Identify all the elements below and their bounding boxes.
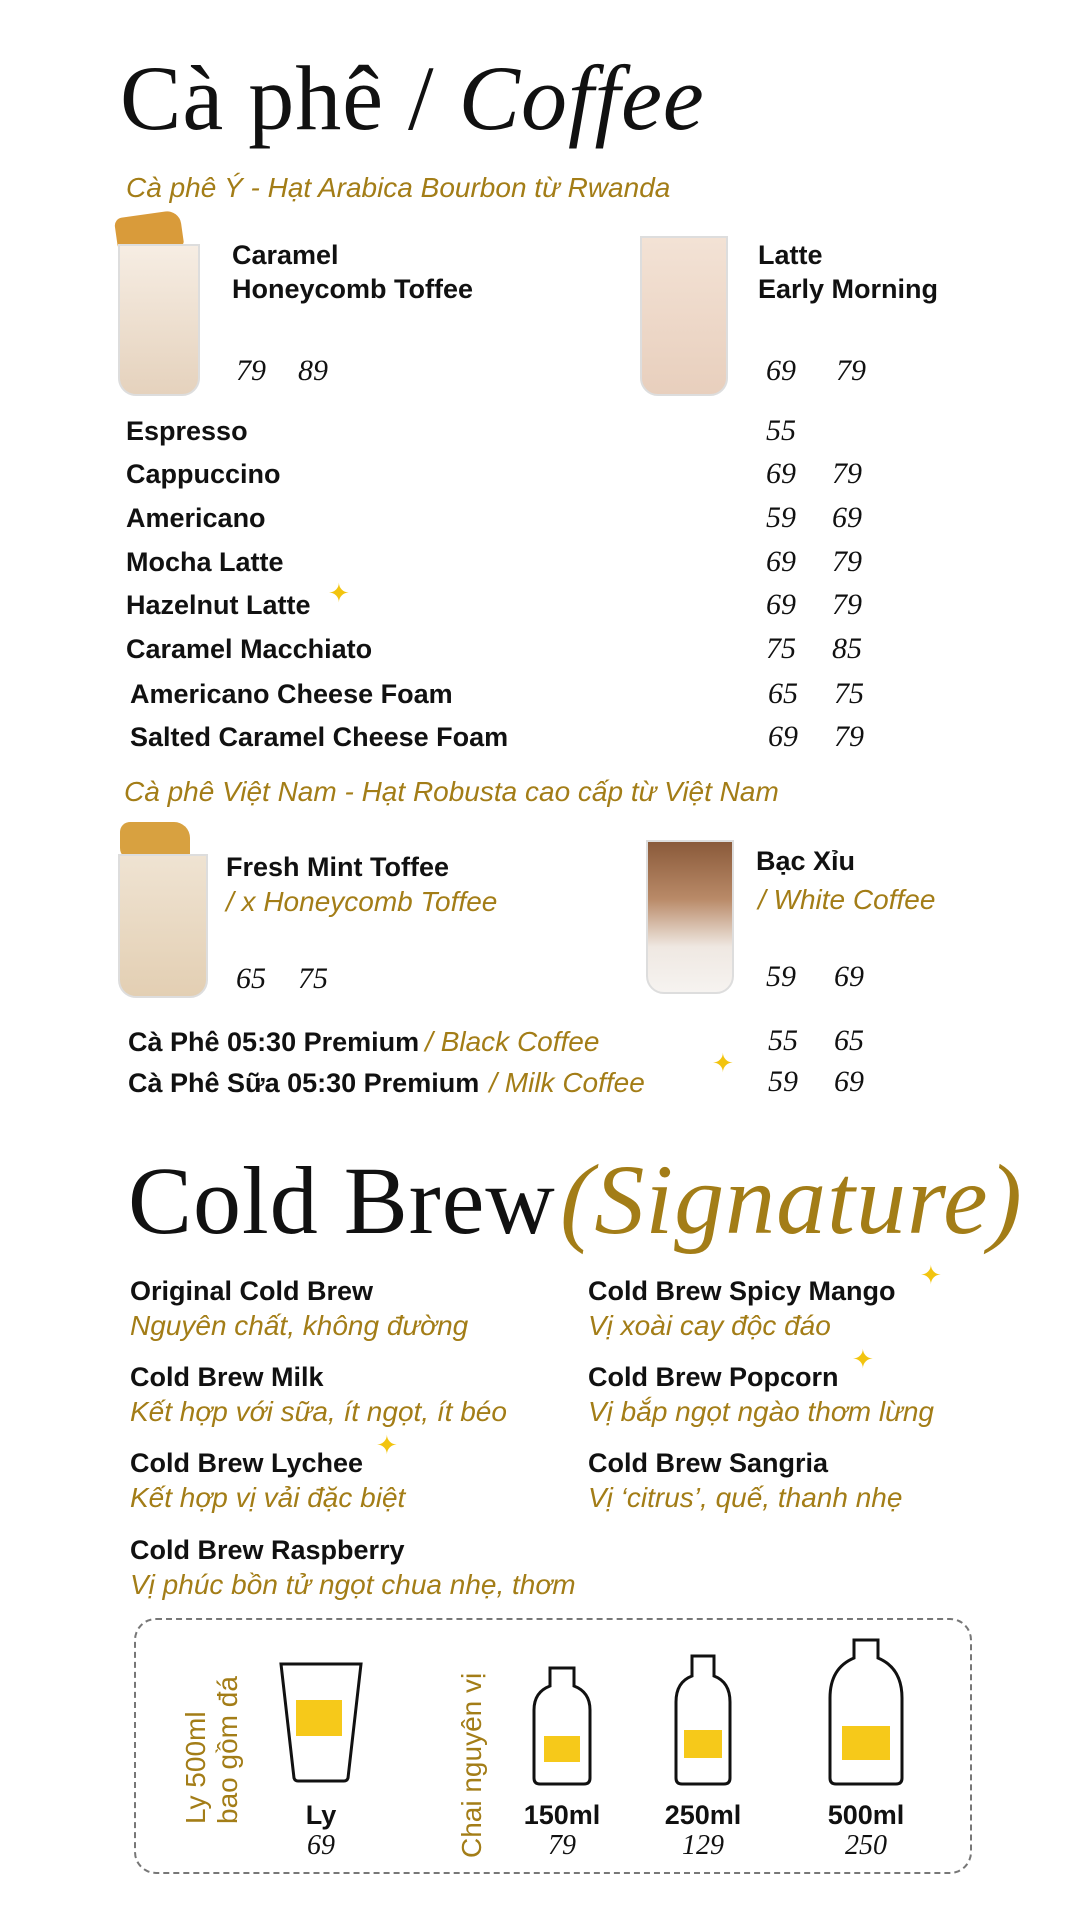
menu-item-price-m: 69 — [766, 588, 796, 621]
menu-item-price-l: 65 — [834, 1024, 864, 1057]
menu-item-name: Cà Phê 05:30 Premium — [128, 1027, 420, 1057]
cold-brew-item-desc: Vị phúc bồn tử ngọt chua nhẹ, thơm — [130, 1569, 576, 1600]
cold-brew-item-desc: Nguyên chất, không đường — [130, 1310, 469, 1341]
bottle-size-label — [456, 1673, 488, 1858]
cold-brew-item-name: Cold Brew Popcorn — [588, 1362, 839, 1392]
bottle-size-name: 500ml — [827, 1800, 905, 1830]
cold-brew-item-desc: Vị xoài cay độc đáo — [588, 1310, 831, 1341]
cold-brew-item-name: Cold Brew Milk — [130, 1362, 324, 1392]
bottle-size-price: 79 — [548, 1830, 576, 1861]
menu-item-price-l: 79 — [832, 545, 862, 578]
menu-item-price-m: 55 — [766, 414, 796, 447]
bottle-250ml-icon — [672, 1654, 734, 1786]
menu-item-price-l: 79 — [832, 588, 862, 621]
menu-item-price-l: 79 — [834, 720, 864, 753]
menu-item-name: Espresso — [126, 416, 248, 446]
bottle-150ml-icon — [530, 1666, 594, 1786]
cold-brew-title-accent: (Signature) — [560, 1144, 1023, 1255]
cold-brew-item-name: Cold Brew Lychee — [130, 1448, 364, 1478]
bottle-size-label-text: Chai nguyên vị — [456, 1672, 487, 1858]
menu-item-price-m: 69 — [768, 720, 798, 753]
cup-size-label — [180, 1676, 244, 1824]
bottle-size-name: 150ml — [523, 1800, 601, 1830]
cold-brew-item-desc: Vị bắp ngọt ngào thơm lừng — [588, 1396, 935, 1427]
bottle-size-price: 250 — [845, 1830, 887, 1861]
menu-item-name: Cà Phê Sữa 05:30 Premium — [128, 1068, 480, 1098]
menu-item-price-m: 55 — [768, 1024, 798, 1057]
featured-item-name: Bạc Xỉu — [756, 846, 856, 876]
featured-item-price-l: 79 — [836, 354, 866, 387]
caramel-honeycomb-cup-image — [118, 244, 200, 396]
coffee-title-main: Cà phê / — [120, 47, 459, 149]
menu-item-price-m: 75 — [766, 632, 796, 665]
vietnam-coffee-subtitle: Cà phê Việt Nam - Hạt Robusta cao cấp từ Việt Nam — [124, 776, 779, 807]
bac-xiu-cup-image — [646, 840, 734, 994]
cup-logo-text: 05:30 — [298, 1682, 322, 1692]
new-star-icon: ✦ — [920, 1260, 942, 1290]
latte-early-morning-cup-image — [640, 236, 728, 396]
menu-item-price-l: 79 — [832, 457, 862, 490]
bottle-500ml-icon — [826, 1638, 906, 1786]
menu-item-price-l: 85 — [832, 632, 862, 665]
featured-item-name: Early Morning — [758, 274, 939, 304]
featured-item-name: Fresh Mint Toffee — [226, 852, 450, 882]
featured-item-name: Caramel — [232, 240, 339, 270]
featured-item-desc: / x Honeycomb Toffee — [226, 886, 498, 917]
featured-item-price-m: 65 — [236, 962, 266, 995]
cold-brew-item-name: Original Cold Brew — [130, 1276, 374, 1306]
menu-item-price-m: 69 — [766, 545, 796, 578]
menu-item-desc: / Milk Coffee — [489, 1067, 645, 1098]
cold-brew-item-desc: Kết hợp với sữa, ít ngọt, ít béo — [130, 1396, 507, 1427]
menu-item-name: Americano — [126, 503, 266, 533]
fresh-mint-toffee-cup-image — [118, 854, 208, 998]
coffee-title — [120, 47, 705, 149]
cold-brew-title-main: Cold Brew — [128, 1147, 556, 1254]
featured-item-price-m: 69 — [766, 354, 796, 387]
menu-item — [128, 1026, 599, 1058]
new-star-icon: ✦ — [712, 1048, 734, 1078]
bottle-size-price: 129 — [682, 1830, 724, 1861]
cold-brew-item-desc: Vị ‘citrus’, quế, thanh nhẹ — [588, 1482, 903, 1513]
featured-item-desc: / White Coffee — [758, 884, 936, 915]
cup-size-label-line1: Ly 500ml — [180, 1711, 211, 1824]
coffee-title-accent: Coffee — [458, 47, 705, 149]
featured-item-name: Latte — [758, 240, 823, 270]
new-star-icon: ✦ — [328, 578, 350, 608]
menu-item-name: Salted Caramel Cheese Foam — [130, 722, 509, 752]
menu-item-price-m: 65 — [768, 677, 798, 710]
cold-brew-item-name: Cold Brew Spicy Mango — [588, 1276, 896, 1306]
featured-item-price-m: 59 — [766, 960, 796, 993]
new-star-icon: ✦ — [376, 1430, 398, 1460]
cold-brew-item-name: Cold Brew Raspberry — [130, 1535, 405, 1565]
menu-item-price-l: 69 — [834, 1065, 864, 1098]
new-star-icon: ✦ — [852, 1344, 874, 1374]
cold-brew-item-name: Cold Brew Sangria — [588, 1448, 829, 1478]
menu-item-name: Hazelnut Latte — [126, 590, 311, 620]
menu-item-price-m: 69 — [766, 457, 796, 490]
featured-item-price-l: 69 — [834, 960, 864, 993]
menu-item-name: Americano Cheese Foam — [130, 679, 453, 709]
menu-item-price-l: 69 — [832, 501, 862, 534]
menu-item-desc: / Black Coffee — [425, 1026, 600, 1057]
featured-item-price-m: 79 — [236, 354, 266, 387]
menu-item-name: Caramel Macchiato — [126, 634, 373, 664]
cold-brew-item-desc: Kết hợp vị vải đặc biệt — [130, 1482, 406, 1513]
cup-icon — [278, 1660, 364, 1784]
cup-size-price: 69 — [307, 1830, 335, 1861]
menu-item-price-l: 75 — [834, 677, 864, 710]
featured-item-price-l: 89 — [298, 354, 328, 387]
featured-item-price-l: 75 — [298, 962, 328, 995]
menu-item-name: Cappuccino — [126, 459, 281, 489]
italian-coffee-subtitle: Cà phê Ý - Hạt Arabica Bourbon từ Rwanda — [126, 172, 671, 203]
featured-item-name: Honeycomb Toffee — [232, 274, 474, 304]
menu-item-name: Mocha Latte — [126, 547, 284, 577]
menu-item-price-m: 59 — [766, 501, 796, 534]
bottle-size-name: 250ml — [664, 1800, 742, 1830]
cup-size-name: Ly — [305, 1800, 337, 1830]
cold-brew-title — [128, 1144, 1023, 1255]
cup-size-label-line2: bao gồm đá — [212, 1676, 244, 1824]
menu-item-price-m: 59 — [768, 1065, 798, 1098]
menu-item — [128, 1067, 645, 1099]
